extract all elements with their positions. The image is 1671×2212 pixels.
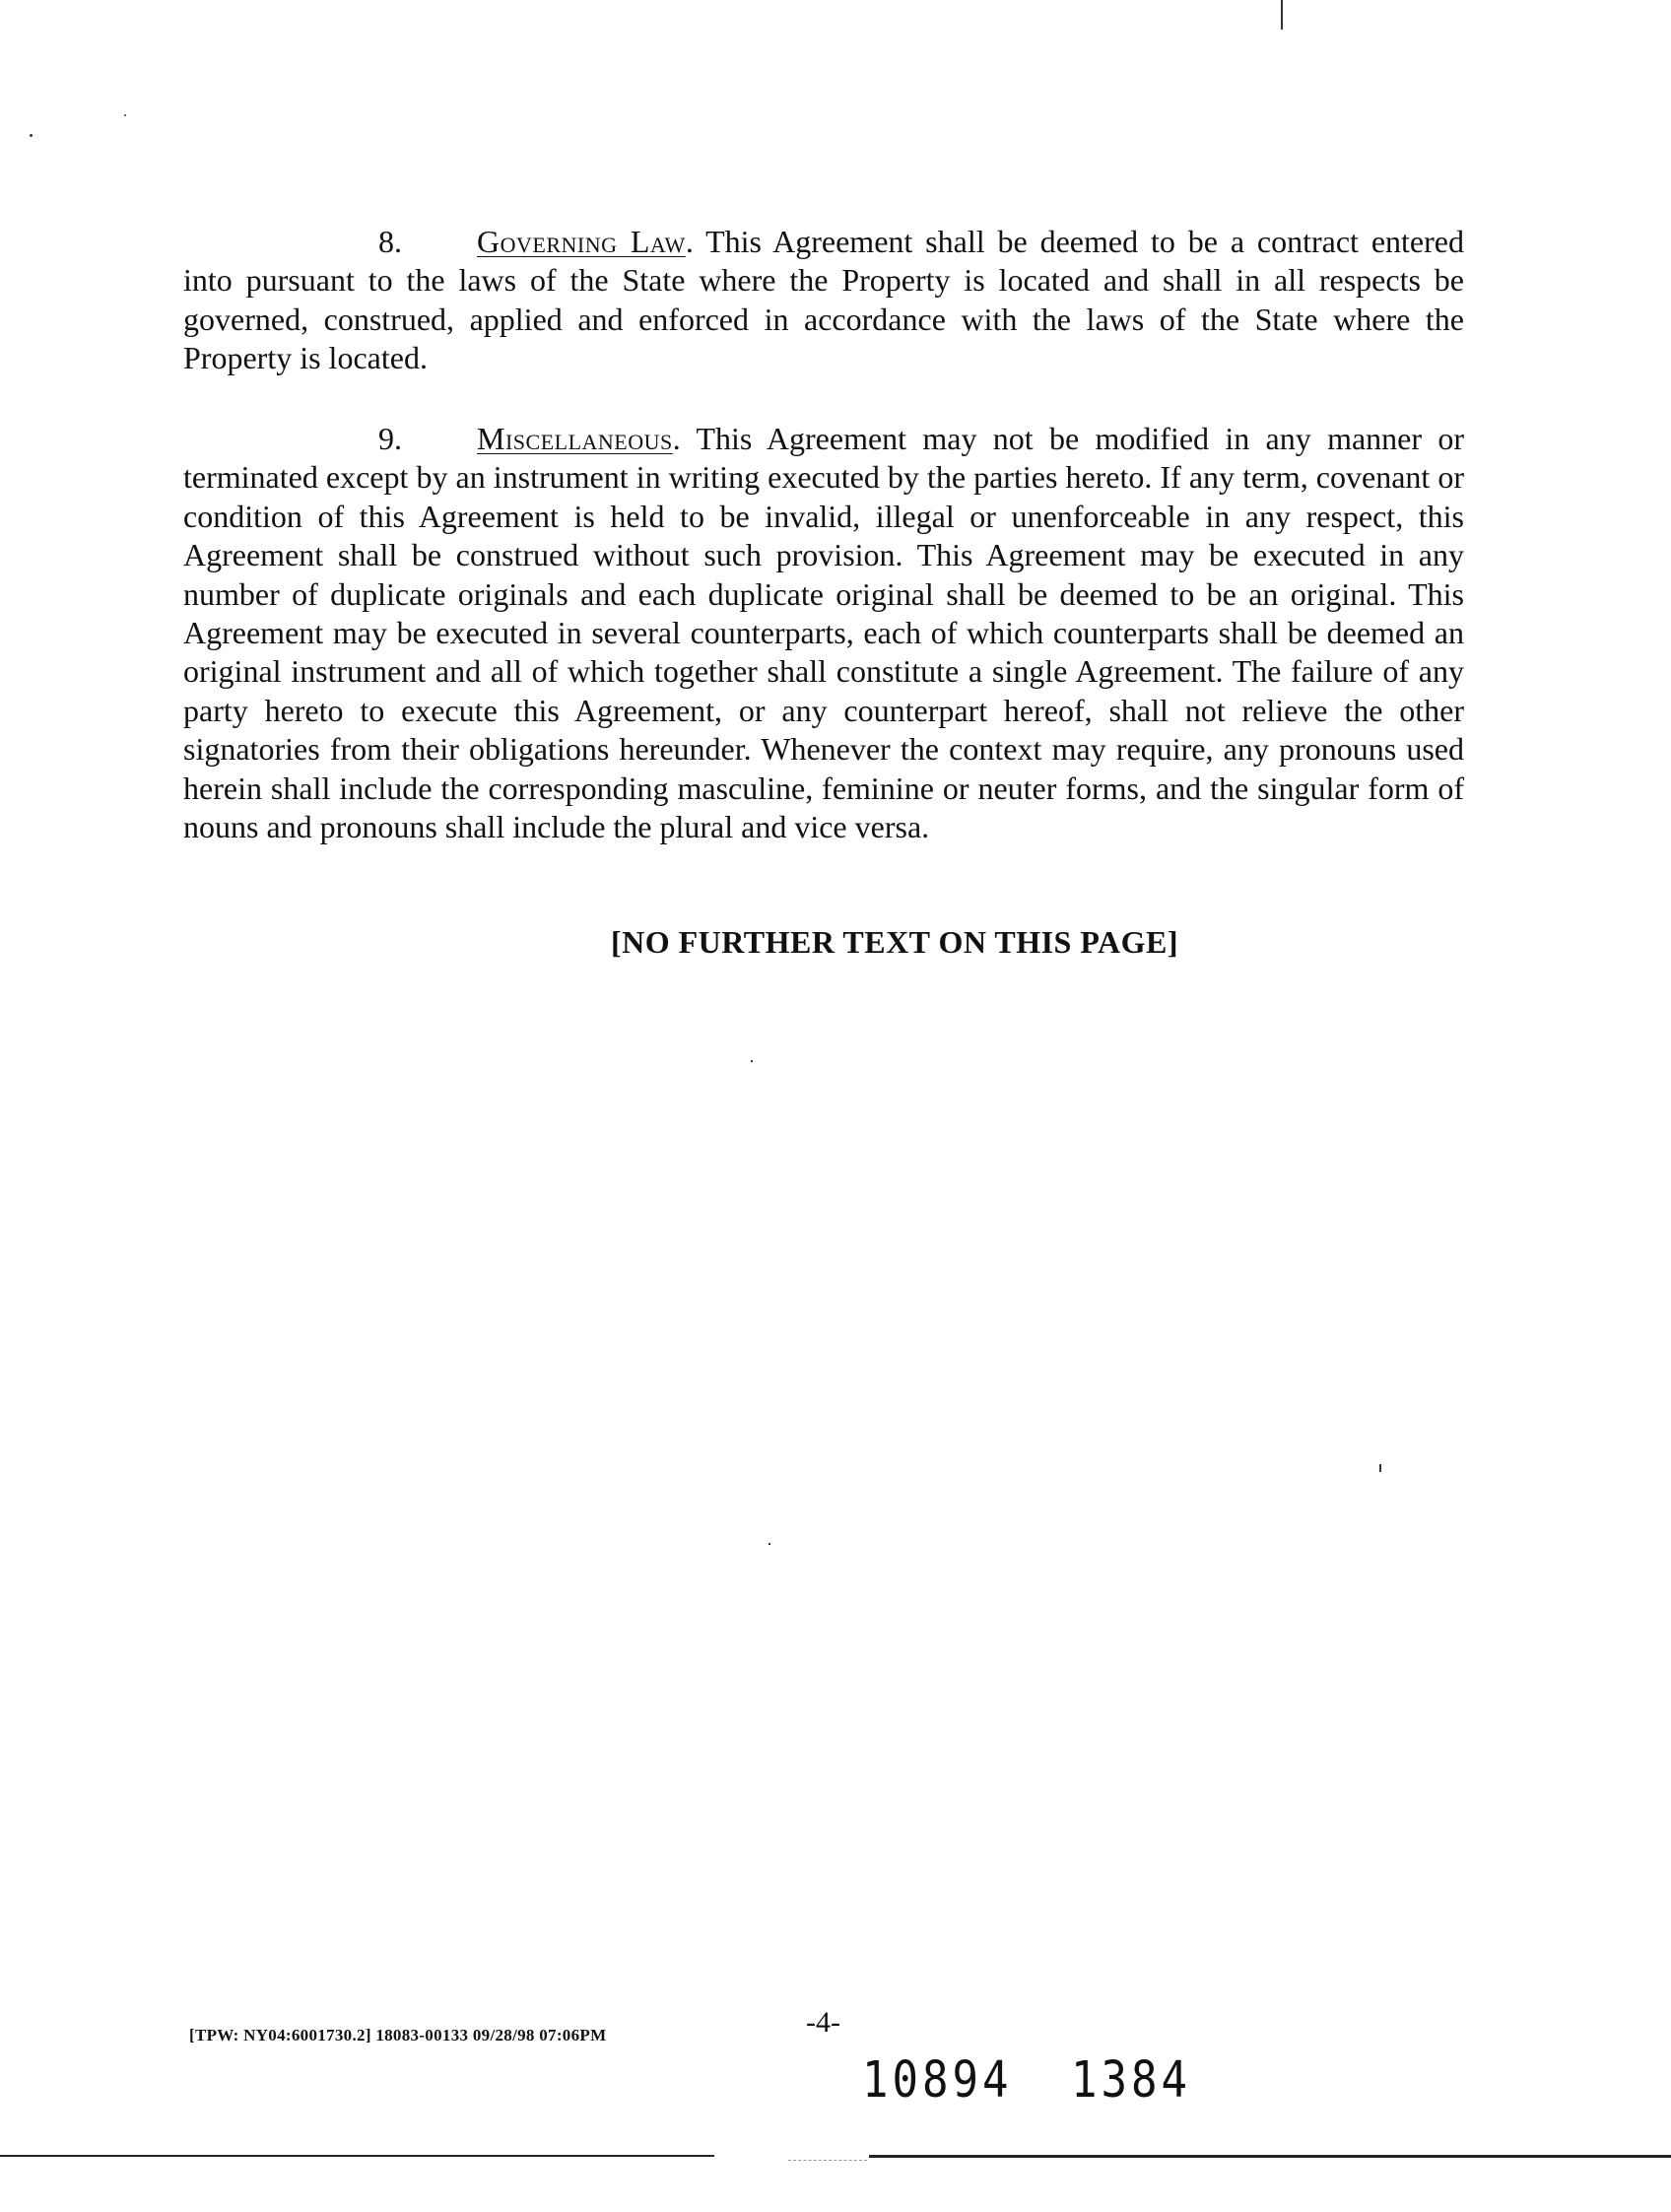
scan-artifact xyxy=(124,114,126,116)
scan-artifact xyxy=(30,134,33,137)
scan-artifact xyxy=(1281,0,1283,30)
section-heading: Governing Law xyxy=(477,224,686,259)
section-heading: Miscellaneous xyxy=(477,421,673,456)
bottom-rule-left xyxy=(0,2155,714,2157)
section-body: . This Agreement shall be deemed to be a contract entered into pursuant to the laws of the State where the Property is located and shall in all respects be governed, construed, applied and enforced in accordance with the laws of the State where the Property is located. xyxy=(183,224,1464,376)
footer-document-reference: [TPW: NY04:6001730.2] 18083-00133 09/28/98 07:06PM xyxy=(189,2026,607,2044)
recording-stamp-page: 1384 xyxy=(1071,2051,1191,2110)
bottom-rule-right xyxy=(869,2155,1671,2158)
section-number: 8. xyxy=(378,224,402,259)
no-further-text-notice xyxy=(0,924,1671,961)
scan-artifact xyxy=(1379,1464,1381,1472)
no-further-text-label: [NO FURTHER TEXT ON THIS PAGE] xyxy=(610,924,1179,960)
recording-stamp-book: 10894 xyxy=(862,2051,1013,2110)
section-miscellaneous xyxy=(183,420,1464,846)
bottom-rule-middle xyxy=(788,2160,867,2161)
scan-artifact xyxy=(751,1060,753,1062)
section-governing-law xyxy=(183,223,1464,378)
footer-page-number: -4- xyxy=(806,2006,840,2039)
scan-artifact xyxy=(769,1543,770,1545)
section-number: 9. xyxy=(378,421,402,456)
section-body: . This Agreement may not be modified in any manner or terminated except by an instrument in writing executed by the parties hereto. If any term, covenant or condition of this Agreement is held to be invalid, illegal or unenforceable in any respect, this Agreement shall be construed without such provision. This Agreement may be executed in any number of duplicate originals and each duplicate original shall be deemed to be an original. This Agreement may be executed in several counterparts, each of which counterparts shall be deemed an original instrument and all of which together shall constitute a single Agreement. The failure of any party hereto to execute this Agreement, or any counterpart hereof, shall not relieve the other signatories from their obligations hereunder. Whenever the context may require, any pronouns used herein shall include the corresponding masculine, feminine or neuter forms, and the singular form of nouns and pronouns shall include the plural and vice versa. xyxy=(183,421,1464,845)
